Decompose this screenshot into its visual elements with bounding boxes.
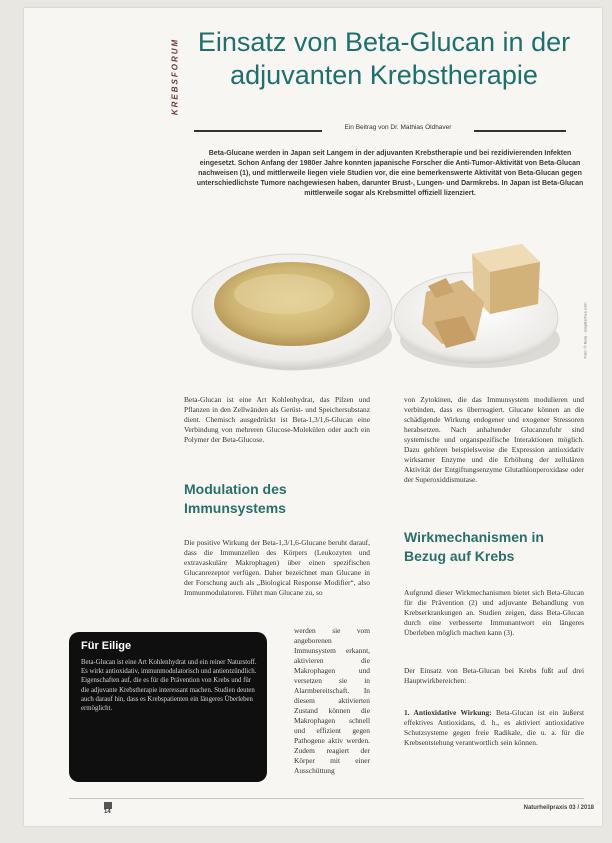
page-number bbox=[104, 802, 120, 816]
summary-box-text: Beta-Glucan ist eine Art Kohlenhydrat und ein reiner Naturstoff. Es wirkt antioxidativ, immunmodulatorisch und antientzündlich. Eigenschaften auf, die es für die Prävention von Krebs und für die adjuvante Krebstherapie interessant machen. Studien deuten auch darauf hin, dass es Krebspatienten ein längeres Überleben ermöglicht. bbox=[81, 659, 257, 713]
list-item-label: 1. Antioxidative Wirkung: bbox=[404, 708, 492, 717]
page-number-text: 14 bbox=[104, 809, 111, 816]
paragraph: Der Einsatz von Beta-Glucan bei Krebs fußt auf drei Hauptwirkbereichen: bbox=[404, 666, 584, 685]
beta-glucan-photo bbox=[184, 236, 594, 384]
paragraph: von Zytokinen, die das Immunsystem modulieren und verbinden, dass es überreagiert. Glucane können an die schädigende Wirkung endogener und exogener Stressoren herabsetzen. Nach anhaltender Glucanzufuhr sind systemische und organspezifische Interaktionen möglich. Dazu gehören beispielsweise die Expression antioxidativ wirksamer Enzyme und die Erhöhung der zellulären Aktivität der Entgiftungsenzyme Glutathionperoxidase oder der Superoxiddismutase. bbox=[404, 395, 584, 484]
column-1-body bbox=[184, 538, 370, 598]
column-2-list-intro bbox=[404, 666, 584, 686]
footer-rule bbox=[69, 798, 584, 799]
paragraph: Die positive Wirkung der Beta-1,3/1,6-Glucane beruht darauf, dass die Immunzellen des Körpers (Leukozyten und extravaskuläre Makrophagen) über einen spezifischen Glucanrezeptor verfügen. Daher bezeichnet man Glucane in der Forschung auch als „Biological Response Modifier“, also Immunmodulatoren. Führt man Glucane zu, so bbox=[184, 538, 370, 597]
page-number-marker bbox=[104, 802, 112, 809]
intro-paragraph: Beta-Glucane werden in Japan seit Langem in der adjuvanten Krebstherapie und bei rezidivierenden Infekten eingesetzt. Schon Anfang der 1980er Jahre konnten japanische Forscher die Anti-Tumor-Aktivität von Beta-Glucan nachweisen (1), und mittlerweile liegen viele Studien vor, die eine bemerkenswerte Aktivität von Beta-Glucan gegen unterschiedlichste Tumore nachgewiesen haben, darunter Brust-, Lungen- und Darmkrebs. In Japan ist Beta-Glucan mittlerweile sogar als Krebsmittel offiziell lizenziert. bbox=[196, 150, 584, 197]
article-title: Einsatz von Beta-Glucan in der adjuvanten Krebstherapie bbox=[197, 27, 571, 90]
section-label-text: KREBSFORUM bbox=[170, 37, 180, 116]
column-2-body bbox=[404, 588, 584, 638]
byline: Ein Beitrag von Dr. Mathias Oldhaver bbox=[344, 124, 452, 131]
paragraph: Beta-Glucan ist eine Art Kohlenhydrat, das Pilzen und Pflanzen in den Zellwänden als Gerüst- und Speichersubstanz dient. Chemisch ausgedrückt ist Beta-1,3/1,6-Glucan eine Verbindung von mehreren Glucose-Molekülen oder auch ein Polymer der Beta-Glucose. bbox=[184, 395, 370, 444]
summary-box bbox=[69, 632, 267, 782]
section-label bbox=[168, 34, 180, 124]
page bbox=[24, 8, 602, 826]
byline-rule-right bbox=[474, 130, 566, 132]
list-item-antioxidative bbox=[404, 708, 584, 748]
byline-row bbox=[174, 124, 594, 136]
column-2-intro bbox=[404, 395, 584, 485]
column-1-continuation bbox=[294, 626, 370, 776]
magazine-footer: Naturheilpraxis 03 / 2018 bbox=[523, 805, 594, 811]
heading-modulation: Modulation des Immunsystems bbox=[184, 481, 287, 516]
paragraph: Aufgrund dieser Wirkmechanismen bietet sich Beta-Glucan für die Prävention (2) und adjuvante Behandlung von Krebserkrankungen an. Studien zeigen, dass Beta-Glucan durch eine verbesserte Immunantwort ein längeres Überleben möglich machen kann (3). bbox=[404, 588, 584, 637]
paragraph: werden sie vom angeborenen Immunsystem erkannt, aktivieren die Makrophagen und versetzen sie in Alarmbereitschaft. In diesem aktivierten Zustand können die Makrophagen schnell und effizient gegen Pathogene aktiv werden. Zudem reagiert der Körper mit einer Ausschüttung bbox=[294, 626, 370, 775]
photo-credit bbox=[580, 278, 590, 388]
photo-credit-text: Foto: © Beta · aseptisches.com bbox=[582, 302, 588, 359]
byline-rule-left bbox=[194, 130, 322, 132]
heading-wirkmechanismen: Wirkmechanismen in Bezug auf Krebs bbox=[404, 529, 544, 564]
column-1-intro bbox=[184, 395, 370, 445]
list-item-text: Beta-Glucan ist ein äußerst effektives Antioxidans, d. h., es aktiviert antioxidative Schutzsysteme gegen freie Radikale, die u. a. für die Krebsentstehung verantwortlich sein können. bbox=[404, 708, 584, 747]
summary-box-heading: Für Eilige bbox=[81, 640, 132, 652]
